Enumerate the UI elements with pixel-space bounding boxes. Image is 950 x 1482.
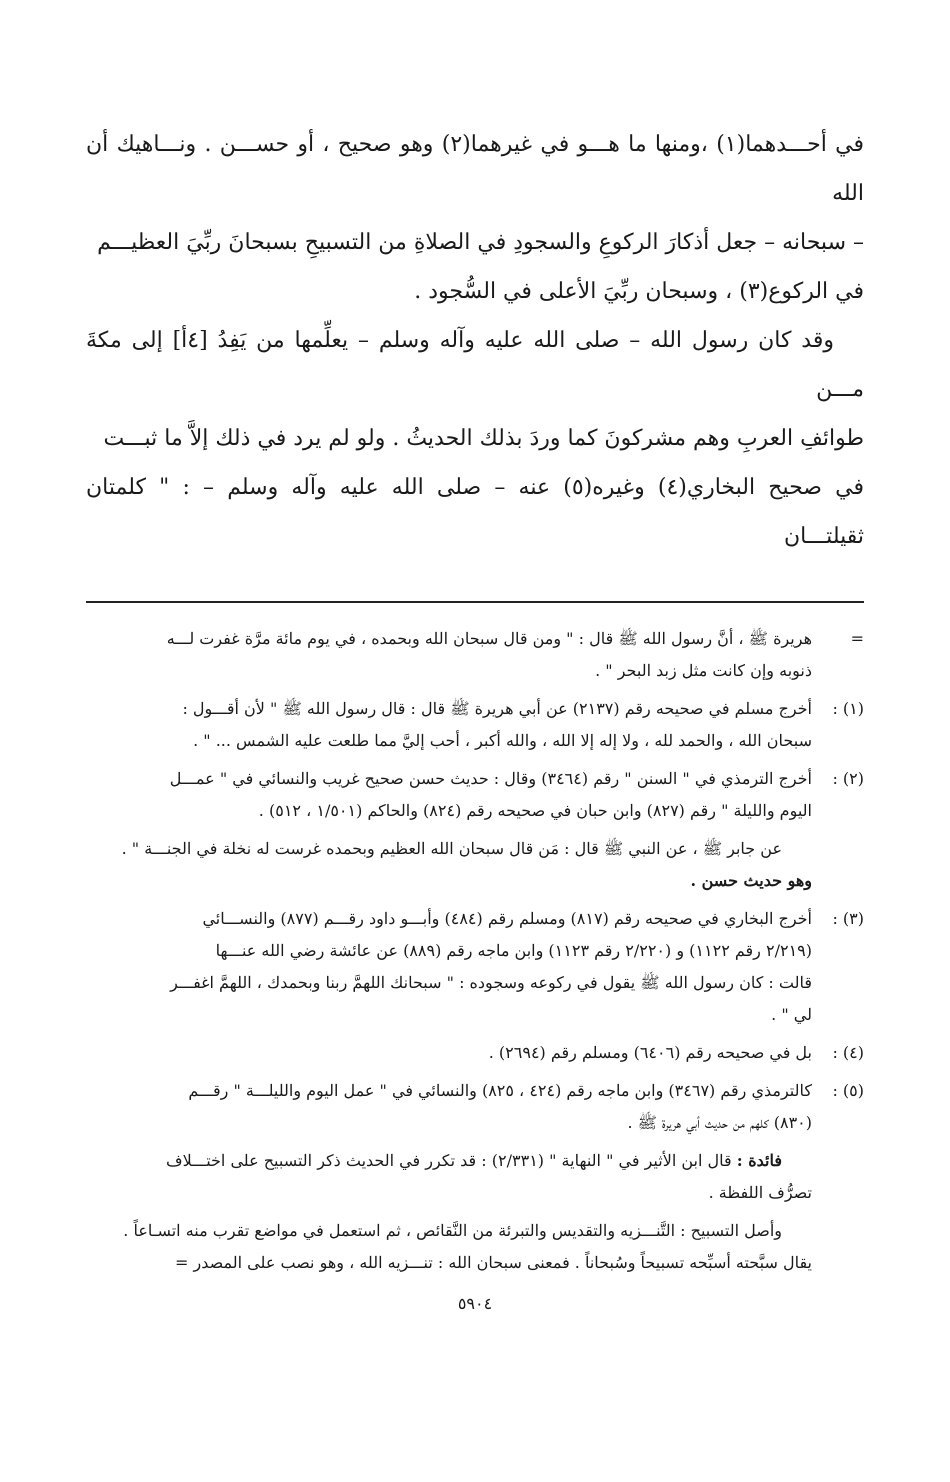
faida-label: فائدة :: [736, 1151, 782, 1170]
footnote-line: عن جابر ﷺ ، عن النبي ﷺ قال : مَن قال سبحان الله العظيم وبحمده غرست له نخلة في الجنـــة " .: [121, 839, 782, 858]
footnote-5: [86, 1075, 864, 1139]
footnote-line: ذنوبه وإن كانت مثل زبد البحر " .: [595, 661, 812, 680]
footnote-number: (١) :: [832, 699, 864, 718]
footnote-line: (٢/٢١٩ رقم ١١٢٢) و (٢/٢٢٠ رقم ١١٢٣) وابن ماجه رقم (٨٨٩) عن عائشة رضي الله عنـــها: [215, 941, 812, 960]
footnote-number: (٣) :: [832, 909, 864, 928]
main-line: في أحـــدهما(١) ،ومنها ما هـــو في غيرهما(٢) وهو صحيح ، أو حســـن . ونـــاهيك أن الله: [86, 132, 864, 206]
footnote-line: كالترمذي رقم (٣٤٦٧) وابن ماجه رقم (٤٢٤ ، ٨٢٥) والنسائي في " عمل اليوم والليلـــة " رقـــم: [188, 1081, 812, 1100]
main-line: طوائفِ العربِ وهم مشركونَ كما وردَ بذلك الحديثُ . ولو لم يرد في ذلك إلاَّ ما ثبـــت: [103, 426, 864, 451]
footnote-separator: [86, 601, 864, 603]
faida-block: [86, 1145, 864, 1209]
footnote-4: [86, 1037, 864, 1069]
footnote-line: تصرُّف اللفظة .: [708, 1183, 812, 1202]
footnote-line: فائدة : قال ابن الأثير في " النهاية " (٢/٣٣١) : قد تكرر في الحديث ذكر التسبيح على اختـــلاف: [166, 1151, 782, 1170]
footnote-number: (٥) :: [832, 1081, 864, 1100]
page-number: ٥٩٠٤: [457, 1294, 493, 1313]
footnote-line: أخرج مسلم في صحيحه رقم (٢١٣٧) عن أبي هريرة ﷺ قال : قال رسول الله ﷺ " لأن أقـــول :: [182, 699, 812, 718]
footnote-number: (٢) :: [832, 769, 864, 788]
footnote-3: [86, 903, 864, 1031]
footnote-line: هريرة ﷺ ، أنَّ رسول الله ﷺ قال : " ومن قال سبحان الله وبحمده ، في يوم مائة مرَّة غفرت لـــه: [166, 629, 812, 648]
main-line: وقد كان رسول الله – صلى الله عليه وآله وسلم – يعلِّمها من يَفِدُ [٤أ] إلى مكةَ مـــن: [86, 328, 864, 402]
footnote-number: (٤) :: [832, 1043, 864, 1062]
asl-block: [86, 1215, 864, 1279]
footnote-line: وأصل التسبيح : التَّنـــزيه والتقديس والتبرئة من النَّقائص ، ثم استعمل في مواضع تقرب منه اتسـاعاً .: [123, 1221, 782, 1240]
main-line: في الركوع(٣) ، وسبحان ربِّيَ الأعلى في السُّجود .: [414, 279, 864, 304]
footnote-line: سبحان الله ، والحمد لله ، ولا إله إلا الله ، والله أكبر ، أحب إليَّ مما طلعت عليه الشمس ... " .: [193, 731, 812, 750]
footnote-1: [86, 693, 864, 757]
footnote-line: أخرج البخاري في صحيحه رقم (٨١٧) ومسلم رقم (٤٨٤) وأبـــو داود رقـــم (٨٧٧) والنســـائي: [202, 909, 812, 928]
main-text: [86, 120, 864, 561]
footnote-2: [86, 763, 864, 827]
main-line: – سبحانه – جعل أذكارَ الركوعِ والسجودِ في الصلاةِ من التسبيحِ بسبحانَ ربِّيَ العظيـــم: [97, 230, 864, 255]
footnote-line: لي " .: [771, 1005, 812, 1024]
footnotes: [86, 623, 864, 1279]
footnote-line: بل في صحيحه رقم (٦٤٠٦) ومسلم رقم (٢٦٩٤) .: [488, 1043, 812, 1062]
main-line: في صحيح البخاري(٤) وغيره(٥) عنه – صلى الله عليه وآله وسلم – : " كلمتان ثقيلتـــان: [86, 475, 864, 549]
footnote-line: قالت : كان رسول الله ﷺ يقول في ركوعه وسجوده : " سبحانك اللهمَّ ربنا وبحمدك ، اللهمَّ اغفـــر: [170, 973, 812, 992]
footnote-line: أخرج الترمذي في " السنن " رقم (٣٤٦٤) وقال : حديث حسن صحيح غريب والنسائي في " عمـــل: [169, 769, 812, 788]
footnote-line: اليوم والليلة " رقم (٨٢٧) وابن حبان في صحيحه رقم (٨٢٤) والحاكم (١/٥٠١ ، ٥١٢) .: [258, 801, 812, 820]
footnote-line: يقال سبَّحته أسبِّحه تسبيحاً وسُبحاناً . فمعنى سبحان الله : تنـــزيه الله ، وهو نصب على المصدر =: [175, 1253, 812, 1272]
footnote-line: وهو حديث حسن .: [690, 871, 812, 890]
footnote-2-extra: [86, 833, 864, 897]
page-body: [86, 120, 864, 1285]
footnote-continuation: [86, 623, 864, 687]
continuation-marker: =: [850, 629, 864, 648]
footnote-line: (٨٣٠) كلهم من حديث أبي هريرة ﷺ .: [627, 1113, 812, 1132]
